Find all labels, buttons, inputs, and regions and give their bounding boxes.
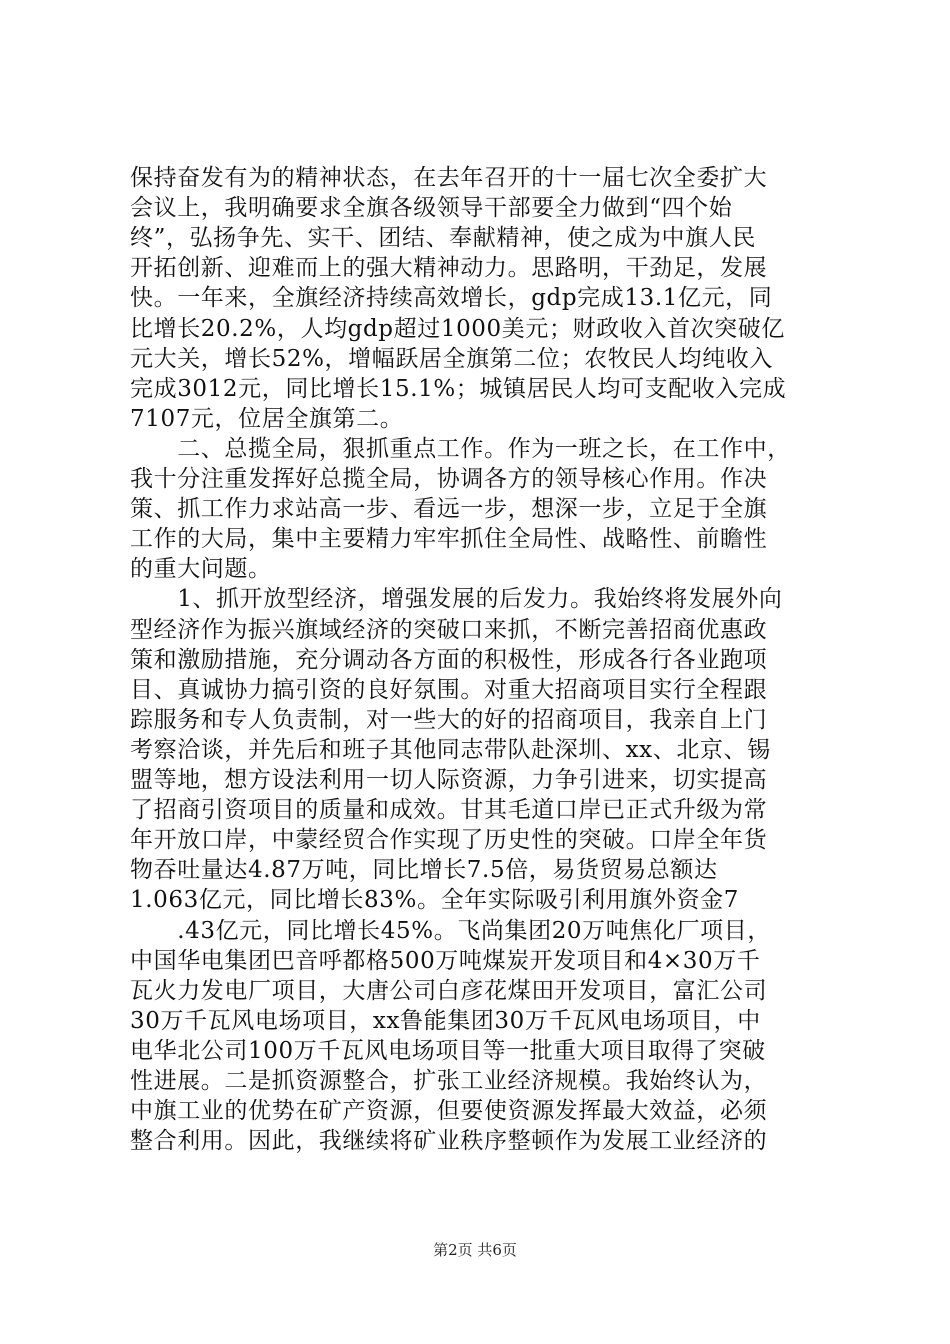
text-line: 比增长20.2%，人均gdp超过1000美元；财政收入首次突破亿 (130, 316, 785, 342)
text-line: 的重大问题。 (130, 556, 272, 582)
text-line: 踪服务和专人负责制，对一些大的好的招商项目，我亲自上门 (130, 707, 768, 733)
text-line: 二、总揽全局，狠抓重点工作。作为一班之长，在工作中， (130, 436, 791, 462)
text-line: 策、抓工作力求站高一步、看远一步，想深一步，立足于全旗 (130, 496, 768, 522)
text-line: 7107元，位居全旗第二。 (130, 406, 404, 432)
text-line: 1、抓开放型经济，增强发展的后发力。我始终将发展外向 (130, 586, 783, 612)
text-line: 瓦火力发电厂项目，大唐公司白彦花煤田开发项目，富汇公司 (130, 978, 768, 1004)
text-line: 目、真诚协力搞引资的良好氛围。对重大招商项目实行全程跟 (130, 677, 768, 703)
text-line: 保持奋发有为的精神状态，在去年召开的十一届七次全委扩大 (130, 165, 768, 191)
text-line: 整合利用。因此，我继续将矿业秩序整顿作为发展工业经济的 (130, 1128, 768, 1154)
text-line: 策和激励措施，充分调动各方面的积极性，形成各行各业跑项 (130, 647, 768, 673)
text-line: 30万千瓦风电场项目，xx鲁能集团30万千瓦风电场项目，中 (130, 1008, 761, 1034)
text-line: 1.063亿元，同比增长83%。全年实际吸引利用旗外资金7 (130, 887, 739, 913)
text-line: 完成3012元，同比增长15.1%；城镇居民人均可支配收入完成 (130, 376, 787, 402)
text-line: 性进展。二是抓资源整合，扩张工业经济规模。我始终认为， (130, 1068, 768, 1094)
text-line: 中国华电集团巴音呼都格500万吨煤炭开发项目和4×30万千 (130, 948, 761, 974)
text-line: 考察洽谈，并先后和班子其他同志带队赴深圳、xx、北京、锡 (130, 737, 771, 763)
text-line: 元大关，增长52%，增幅跃居全旗第二位；农牧民人均纯收入 (130, 346, 773, 372)
page-footer: 第2页 共6页 (433, 1241, 517, 1259)
text-line: 盟等地，想方设法利用一切人际资源，力争引进来，切实提高 (130, 767, 768, 793)
text-line: .43亿元，同比增长45%。飞尚集团20万吨焦化厂项目， (130, 918, 771, 944)
text-line: 了招商引资项目的质量和成效。甘其毛道口岸已正式升级为常 (130, 797, 768, 823)
text-line: 会议上，我明确要求全旗各级领导干部要全力做到“四个始 (130, 195, 733, 221)
text-line: 我十分注重发挥好总揽全局，协调各方的领导核心作用。作决 (130, 466, 768, 492)
text-line: 电华北公司100万千瓦风电场项目等一批重大项目取得了突破 (130, 1038, 766, 1064)
text-line: 物吞吐量达4.87万吨，同比增长7.5倍，易货贸易总额达 (130, 857, 718, 883)
text-line: 型经济作为振兴旗域经济的突破口来抓，不断完善招商优惠政 (130, 617, 768, 643)
text-line: 中旗工业的优势在矿产资源，但要使资源发挥最大效益，必须 (130, 1098, 768, 1124)
text-line: 年开放口岸，中蒙经贸合作实现了历史性的突破。口岸全年货 (130, 827, 768, 853)
text-line: 开拓创新、迎难而上的强大精神动力。思路明，干劲足，发展 (130, 255, 768, 281)
text-line: 工作的大局，集中主要精力牢牢抓住全局性、战略性、前瞻性 (130, 526, 768, 552)
text-line: 快。一年来，全旗经济持续高效增长，gdp完成13.1亿元，同 (130, 285, 773, 311)
text-line: 终”，弘扬争先、实干、团结、奉献精神，使之成为中旗人民 (130, 225, 756, 251)
